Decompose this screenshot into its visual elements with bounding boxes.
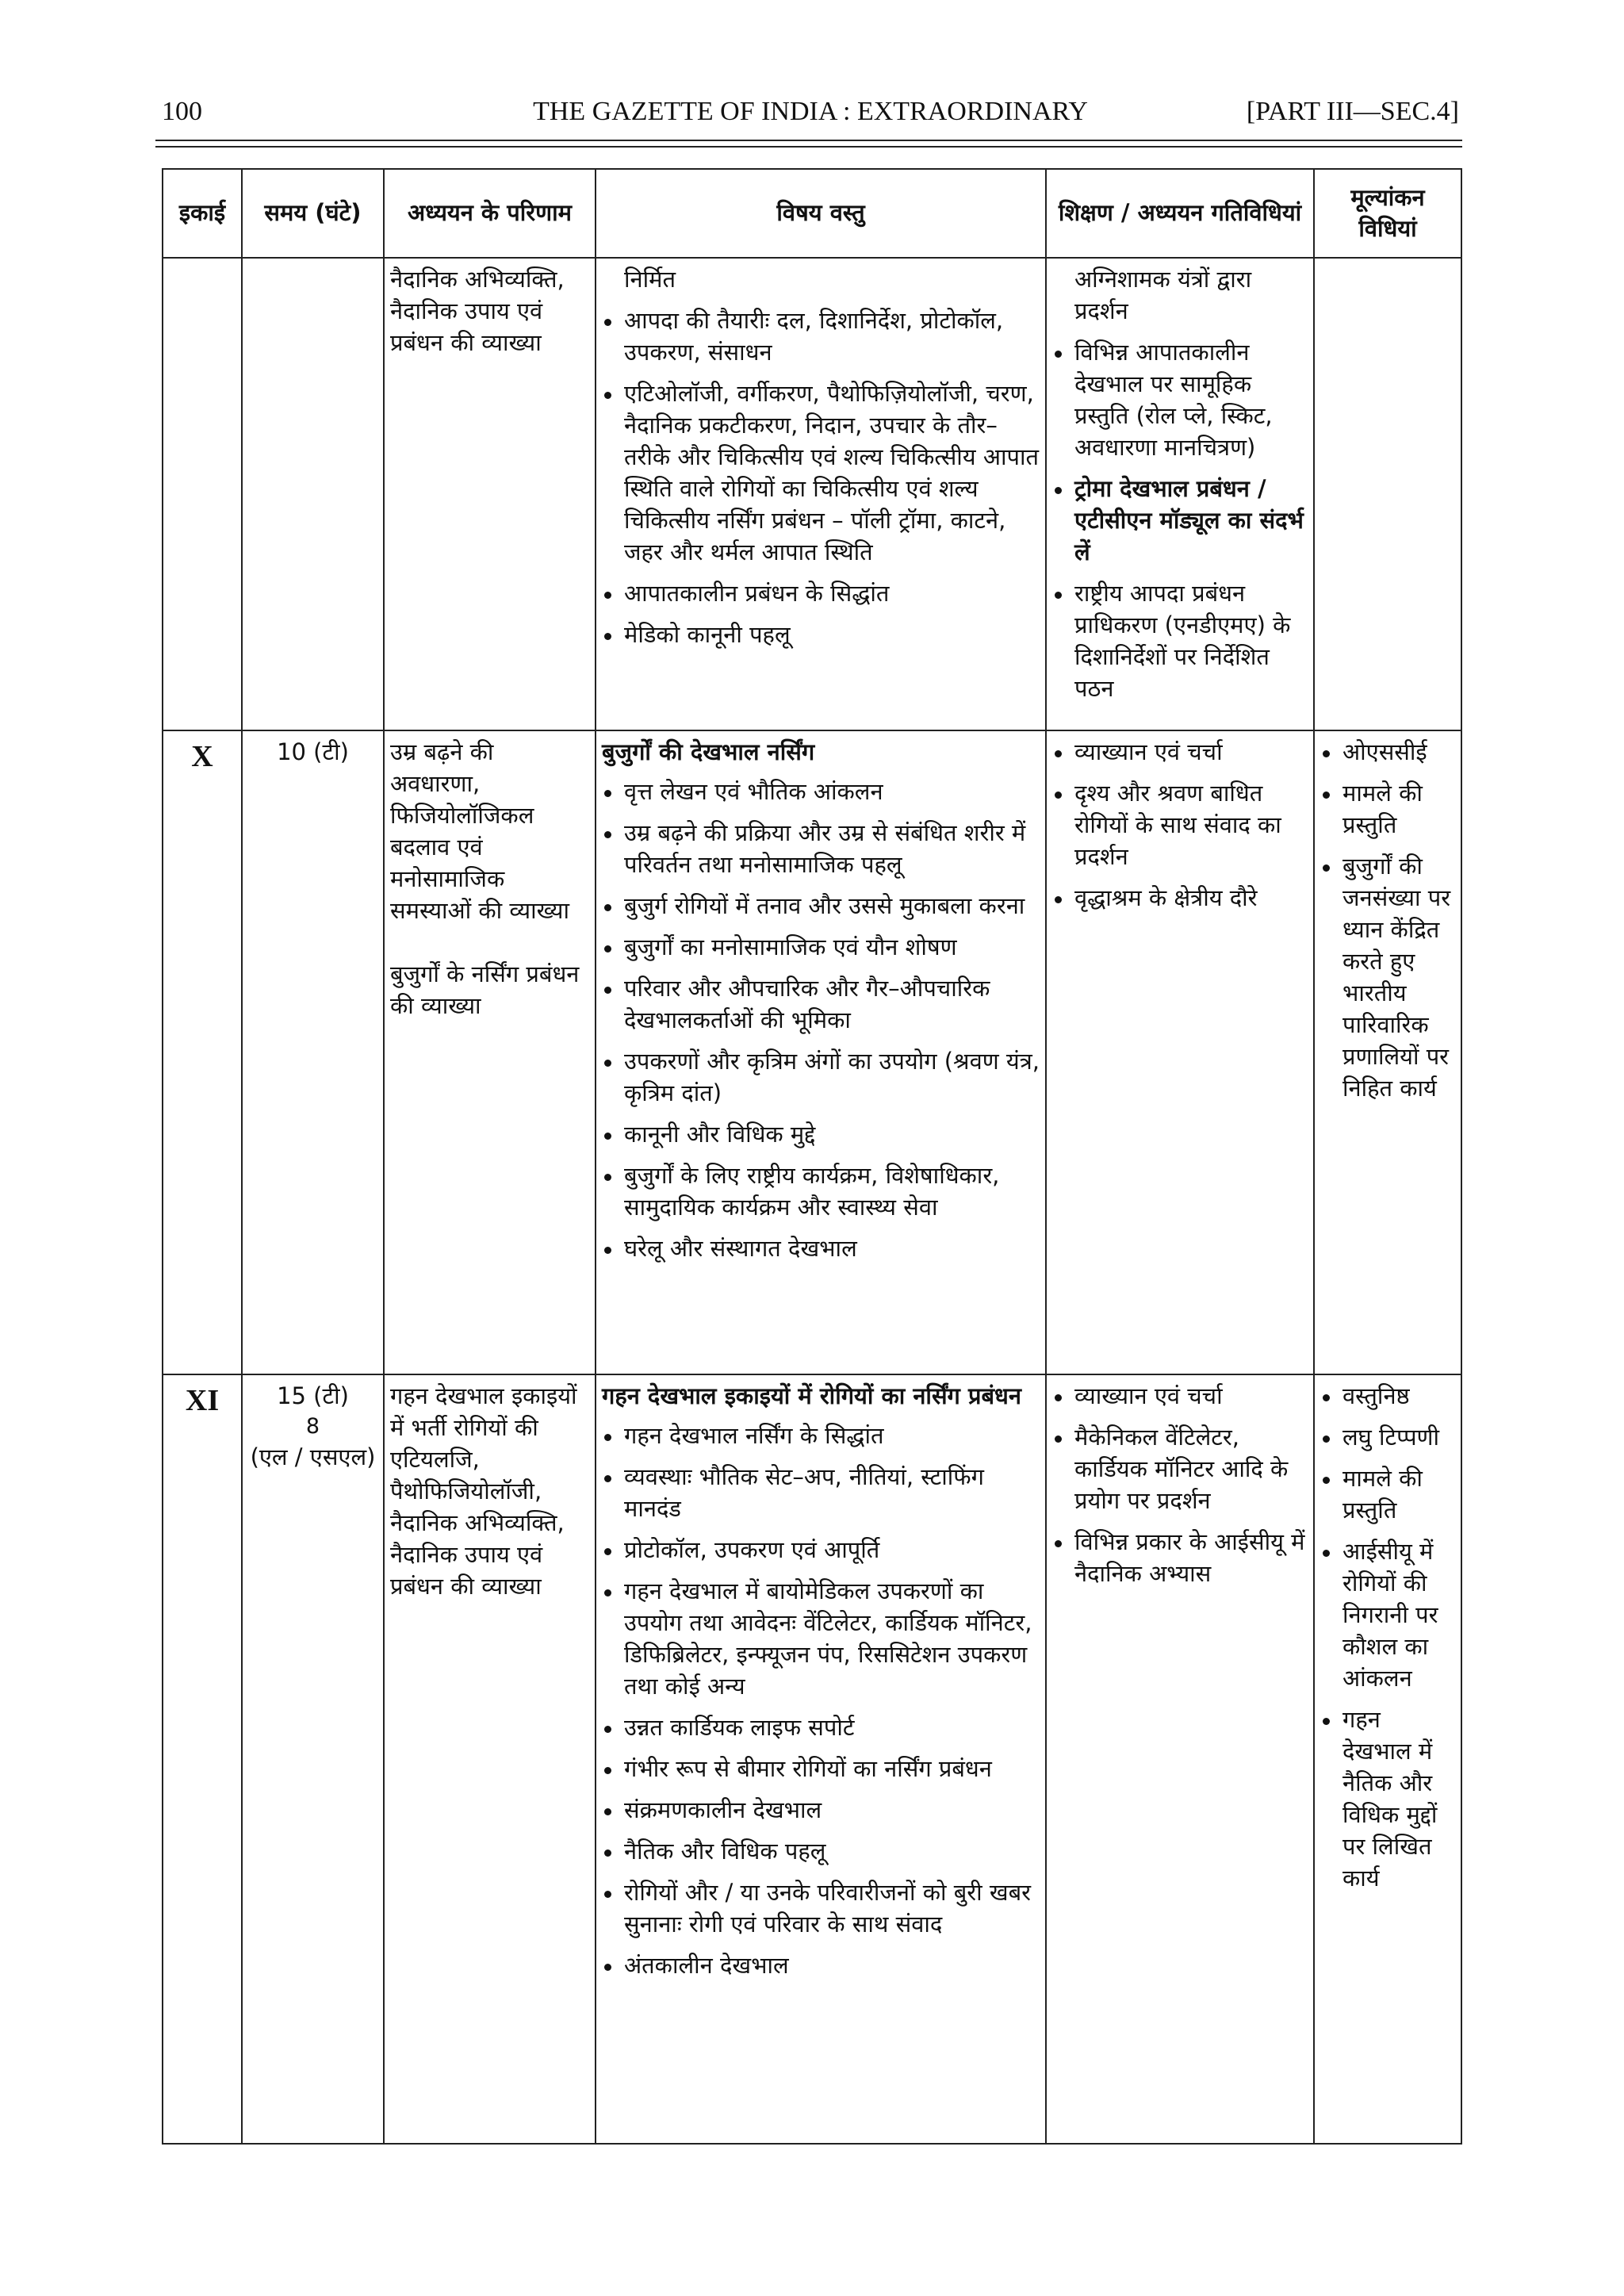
page-header (162, 97, 1459, 141)
list-item: व्याख्यान एवं चर्चा (1052, 736, 1308, 768)
list-item: परिवार और औपचारिक और गैर–औपचारिक देखभालकर्ताओं की भूमिका (602, 972, 1040, 1036)
column-header: समय (घंटे) (242, 169, 384, 258)
content-cell (596, 258, 1046, 730)
table-row (163, 730, 1461, 1374)
list-item: विभिन्न आपातकालीन देखभाल पर सामूहिक प्रस्तुति (रोल प्ले, स्किट, अवधारणा मानचित्रण) (1052, 336, 1308, 463)
list-item: मामले की प्रस्तुति (1320, 777, 1455, 841)
list-item: उपकरणों और कृत्रिम अंगों का उपयोग (श्रवण यंत्र, कृत्रिम दांत) (602, 1045, 1040, 1109)
time-lab-hours: 8 (305, 1414, 320, 1439)
list-item: गंभीर रूप से बीमार रोगियों का नर्सिंग प्रबंधन (602, 1753, 1040, 1784)
list-item: बुजुर्गों के लिए राष्ट्रीय कार्यक्रम, विशेषाधिकार, सामुदायिक कार्यक्रम और स्वास्थ्य सेवा (602, 1159, 1040, 1223)
header-rule-top (155, 140, 1462, 141)
activities-cell (1046, 258, 1314, 730)
content-list (602, 305, 1040, 650)
content-list (602, 776, 1040, 1264)
unit-number: XI (163, 1374, 242, 2144)
list-item: वृत्त लेखन एवं भौतिक आंकलन (602, 776, 1040, 807)
evaluation-cell (1314, 258, 1461, 730)
content-cell (596, 730, 1046, 1374)
column-header: इकाई (163, 169, 242, 258)
list-item: संक्रमणकालीन देखभाल (602, 1794, 1040, 1826)
outcome-text: नैदानिक अभिव्यक्ति, नैदानिक उपाय एवं प्रबंधन की व्याख्या (390, 266, 565, 357)
outcome-text: गहन देखभाल इकाइयों में भर्ती रोगियों की एटियलजि, पैथोफिजियोलॉजी, नैदानिक अभिव्यक्ति, नैदानिक उपाय एवं प्रबंधन की व्याख्या (390, 1382, 577, 1600)
list-item: मेडिको कानूनी पहलू (602, 619, 1040, 650)
unit-cell (163, 258, 242, 730)
column-header: शिक्षण / अध्ययन गतिविधियां (1046, 169, 1314, 258)
list-item: व्यवस्थाः भौतिक सेट–अप, नीतियां, स्टाफिंग मानदंड (602, 1461, 1040, 1524)
list-item: आपदा की तैयारीः दल, दिशानिर्देश, प्रोटोकॉल, उपकरण, संसाधन (602, 305, 1040, 368)
list-item: लघु टिप्पणी (1320, 1421, 1455, 1453)
time-cell (242, 1374, 384, 2144)
list-item: वृद्धाश्रम के क्षेत्रीय दौरे (1052, 882, 1308, 914)
gazette-title: THE GAZETTE OF INDIA : EXTRAORDINARY (533, 97, 1088, 126)
list-item: नैतिक और विधिक पहलू (602, 1835, 1040, 1867)
header-rule-bottom (155, 146, 1462, 148)
list-item: बुजुर्ग रोगियों में तनाव और उससे मुकाबला करना (602, 890, 1040, 922)
activities-list (1052, 1380, 1308, 1589)
evaluation-cell (1314, 1374, 1461, 2144)
content-title: गहन देखभाल इकाइयों में रोगियों का नर्सिंग प्रबंधन (602, 1382, 1021, 1409)
content-title: बुजुर्गों की देखभाल नर्सिंग (602, 738, 815, 765)
syllabus-table (162, 168, 1462, 2145)
list-item: दृश्य और श्रवण बाधित रोगियों के साथ संवाद का प्रदर्शन (1052, 777, 1308, 872)
column-header: मूल्यांकन विधियां (1314, 169, 1461, 258)
part-section: [PART III—SEC.4] (1246, 97, 1459, 126)
evaluation-list (1320, 1380, 1455, 1894)
list-item: राष्ट्रीय आपदा प्रबंधन प्राधिकरण (एनडीएमए) के दिशानिर्देशों पर निर्देशित पठन (1052, 577, 1308, 704)
list-item: उम्र बढ़ने की प्रक्रिया और उम्र से संबंधित शरीर में परिवर्तन तथा मनोसामाजिक पहलू (602, 817, 1040, 880)
evaluation-list (1320, 736, 1455, 1104)
outcome-text: बुजुर्गों के नर्सिंग प्रबंधन की व्याख्या (390, 960, 580, 1020)
list-item: गहन देखभाल नर्सिंग के सिद्धांत (602, 1420, 1040, 1451)
table-row (163, 258, 1461, 730)
activity-continuation: अग्निशामक यंत्रों द्वारा प्रदर्शन (1074, 266, 1252, 325)
activities-list (1052, 336, 1308, 704)
list-item: एटिओलॉजी, वर्गीकरण, पैथोफिज़ियोलॉजी, चरण, नैदानिक प्रकटीकरण, निदान, उपचार के तौर–तरीके और चिकित्सीय एवं शल्य चिकित्सीय आपात स्थिति वाले रोगियों का चिकित्सीय एवं शल्य चिकित्सीय नर्सिंग प्रबंधन – पॉली ट्रॉमा, काटने, जहर और थर्मल आपात स्थिति (602, 378, 1040, 568)
list-item: घरेलू और संस्थागत देखभाल (602, 1232, 1040, 1264)
list-item: ओएससीई (1320, 736, 1455, 768)
content-continuation: निर्मित (624, 266, 676, 293)
activities-list (1052, 736, 1308, 914)
content-cell (596, 1374, 1046, 2144)
outcomes-cell (384, 1374, 596, 2144)
list-item: बुजुर्गों की जनसंख्या पर ध्यान केंद्रित करते हुए भारतीय पारिवारिक प्रणालियों पर निहित कार्य (1320, 850, 1455, 1104)
time-cell (242, 730, 384, 1374)
list-item: ट्रोमा देखभाल प्रबंधन / एटीसीएन मॉड्यूल का संदर्भ लें (1052, 473, 1308, 568)
column-header: विषय वस्तु (596, 169, 1046, 258)
outcomes-cell (384, 258, 596, 730)
list-item: मैकेनिकल वेंटिलेटर, कार्डियक मॉनिटर आदि के प्रयोग पर प्रदर्शन (1052, 1421, 1308, 1516)
time-cell (242, 258, 384, 730)
time-hours: 10 (टी) (277, 738, 349, 765)
list-item: रोगियों और / या उनके परिवारीजनों को बुरी खबर सुनानाः रोगी एवं परिवार के साथ संवाद (602, 1876, 1040, 1940)
list-item: बुजुर्गों का मनोसामाजिक एवं यौन शोषण (602, 931, 1040, 963)
list-item: प्रोटोकॉल, उपकरण एवं आपूर्ति (602, 1534, 1040, 1566)
list-item: वस्तुनिष्ठ (1320, 1380, 1455, 1412)
list-item: आपातकालीन प्रबंधन के सिद्धांत (602, 577, 1040, 609)
list-item: गहन देखभाल में बायोमेडिकल उपकरणों का उपयोग तथा आवेदनः वेंटिलेटर, कार्डियक मॉनिटर, डिफिब्रिलेटर, इन्फ्यूजन पंप, रिससिटेशन उपकरण तथा कोई अन्य (602, 1575, 1040, 1702)
evaluation-cell (1314, 730, 1461, 1374)
page-number: 100 (162, 97, 202, 126)
time-lab-label: (एल / एसएल) (250, 1443, 376, 1471)
time-hours: 15 (टी) (277, 1382, 349, 1409)
list-item: आईसीयू में रोगियों की निगरानी पर कौशल का आंकलन (1320, 1535, 1455, 1694)
table-header-row (163, 169, 1461, 258)
content-list (602, 1420, 1040, 1981)
list-item: कानूनी और विधिक मुद्दे (602, 1118, 1040, 1150)
list-item: अंतकालीन देखभाल (602, 1949, 1040, 1981)
outcomes-cell (384, 730, 596, 1374)
list-item: मामले की प्रस्तुति (1320, 1462, 1455, 1526)
outcome-text: उम्र बढ़ने की अवधारणा, फिजियोलॉजिकल बदलाव एवं मनोसामाजिक समस्याओं की व्याख्या (390, 738, 569, 925)
list-item: गहन देखभाल में नैतिक और विधिक मुद्दों पर लिखित कार्य (1320, 1704, 1455, 1894)
list-item: व्याख्यान एवं चर्चा (1052, 1380, 1308, 1412)
list-item: विभिन्न प्रकार के आईसीयू में नैदानिक अभ्यास (1052, 1526, 1308, 1589)
activities-cell (1046, 1374, 1314, 2144)
table-row (163, 1374, 1461, 2144)
list-item: उन्नत कार्डियक लाइफ सपोर्ट (602, 1711, 1040, 1743)
activities-cell (1046, 730, 1314, 1374)
unit-number: X (163, 730, 242, 1374)
column-header: अध्ययन के परिणाम (384, 169, 596, 258)
